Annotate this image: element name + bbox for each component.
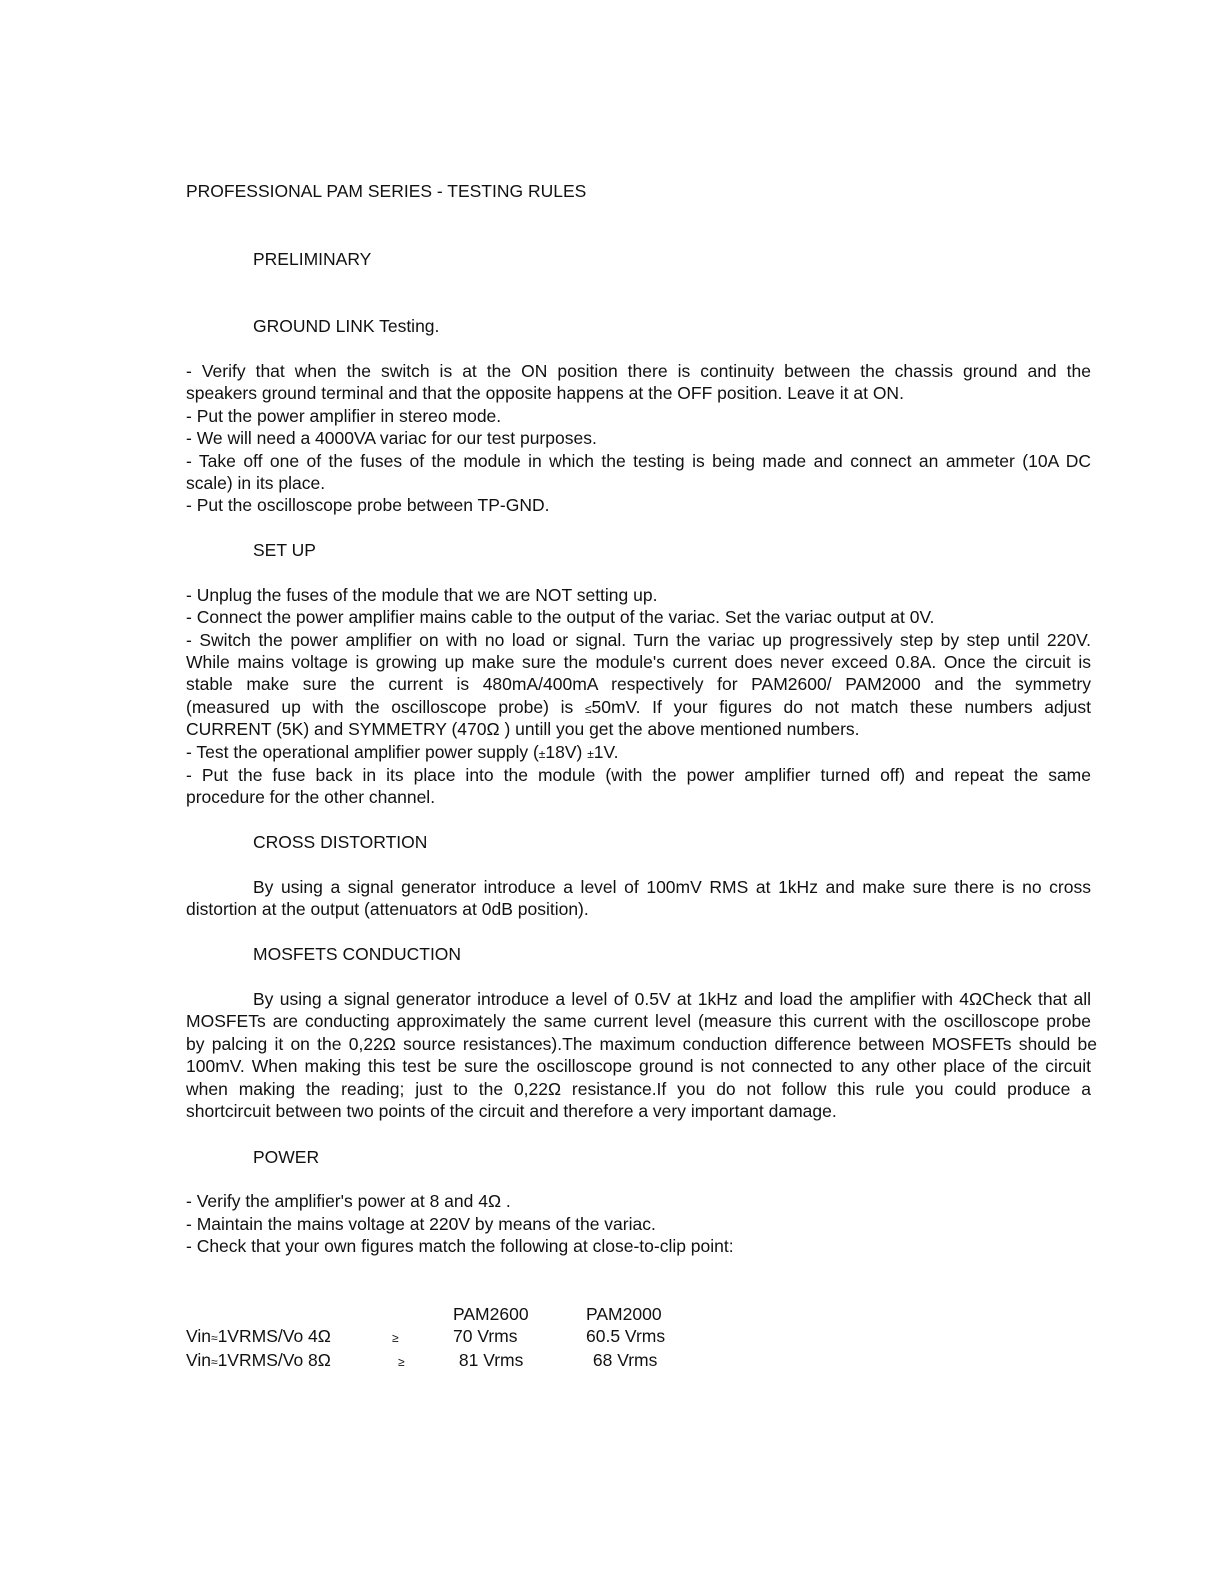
set-up-probe-line: (measured up with the oscilloscope probe) is ≤50mV. If your figures do not match these numbers adjust [186,697,1091,717]
table-cell: 70 Vrms [453,1326,518,1346]
cross-distortion-heading: CROSS DISTORTION [253,832,428,852]
set-up-line: - Put the fuse back in its place into the module (with the power amplifier turned off) and repeat the same [186,765,1091,785]
mosfets-line: By using a signal generator introduce a level of 0.5V at 1kHz and load the amplifier with 4ΩCheck that all [253,989,1091,1009]
set-up-line: - Connect the power amplifier mains cable to the output of the variac. Set the variac output at 0V. [186,607,935,627]
mosfets-line: MOSFETs are conducting approximately the same current level (measure this current with the oscilloscope probe [186,1011,1091,1031]
set-up-line: - Unplug the fuses of the module that we are NOT setting up. [186,585,658,605]
power-heading: POWER [253,1147,320,1167]
set-up-line: - Switch the power amplifier on with no load or signal. Turn the variac up progressively step by step until 220V. [186,630,1091,650]
greater-equal-symbol: ≥ [398,1355,405,1369]
power-line: - Check that your own figures match the following at close-to-clip point: [186,1236,734,1256]
set-up-line: While mains voltage is growing up make sure the module's current does never exceed 0.8A. Once the circuit is [186,652,1091,672]
table-cell: 81 Vrms [454,1350,524,1370]
approx-symbol: ≈ [210,1355,218,1369]
set-up-line: CURRENT (5K) and SYMMETRY (470Ω ) untill you get the above mentioned numbers. [186,719,860,739]
ground-link-line: - We will need a 4000VA variac for our test purposes. [186,428,597,448]
ground-link-line: - Verify that when the switch is at the ON position there is continuity between the chassis ground and the [186,361,1091,381]
ground-link-heading: GROUND LINK Testing. [253,316,440,336]
preliminary-heading: PRELIMINARY [253,249,372,269]
set-up-heading: SET UP [253,540,316,560]
cross-distortion-line: distortion at the output (attenuators at 0dB position). [186,899,589,919]
mosfets-line: 100mV. When making this test be sure the oscilloscope ground is not connected to any other place of the circuit [186,1056,1091,1076]
less-equal-symbol: ≤ [584,702,592,716]
set-up-line: stable make sure the current is 480mA/400mA respectively for PAM2600/ PAM2000 and the symmetry [186,674,1091,694]
ground-link-line: speakers ground terminal and that the opposite happens at the OFF position. Leave it at ON. [186,383,904,403]
cross-distortion-line: By using a signal generator introduce a level of 100mV RMS at 1kHz and make sure there is no cross [253,877,1091,897]
table-row-label: Vin≈1VRMS/Vo 4Ω [186,1326,331,1346]
power-line: - Verify the amplifier's power at 8 and 4Ω . [186,1191,511,1211]
ground-link-line: scale) in its place. [186,473,326,493]
approx-symbol: ≈ [210,1331,218,1345]
plus-minus-symbol: ± [587,747,594,761]
mosfets-line: by palcing it on the 0,22Ω source resistances).The maximum conduction difference between MOSFETs should be [186,1034,1097,1054]
ground-link-line: - Put the power amplifier in stereo mode. [186,406,502,426]
table-header-pam2600: PAM2600 [453,1304,529,1324]
table-row-label: Vin≈1VRMS/Vo 8Ω [186,1350,331,1370]
mosfets-line: shortcircuit between two points of the circuit and therefore a very important damage. [186,1101,837,1121]
document-title: PROFESSIONAL PAM SERIES - TESTING RULES [186,181,587,201]
table-header-pam2000: PAM2000 [586,1304,662,1324]
table-cell: 60.5 Vrms [586,1326,666,1346]
ground-link-line: - Take off one of the fuses of the module in which the testing is being made and connect an ammeter (10A DC [186,451,1091,471]
table-cell: 68 Vrms [588,1350,658,1370]
plus-minus-symbol: ± [538,747,546,761]
mosfets-heading: MOSFETS CONDUCTION [253,944,462,964]
greater-equal-symbol: ≥ [392,1331,399,1345]
mosfets-line: when making the reading; just to the 0,22Ω resistance.If you do not follow this rule you could produce a [186,1079,1091,1099]
power-line: - Maintain the mains voltage at 220V by means of the variac. [186,1214,656,1234]
ground-link-line: - Put the oscilloscope probe between TP-GND. [186,495,550,515]
set-up-line: procedure for the other channel. [186,787,436,807]
set-up-supply-line: - Test the operational amplifier power supply (±18V) ±1V. [186,742,619,762]
